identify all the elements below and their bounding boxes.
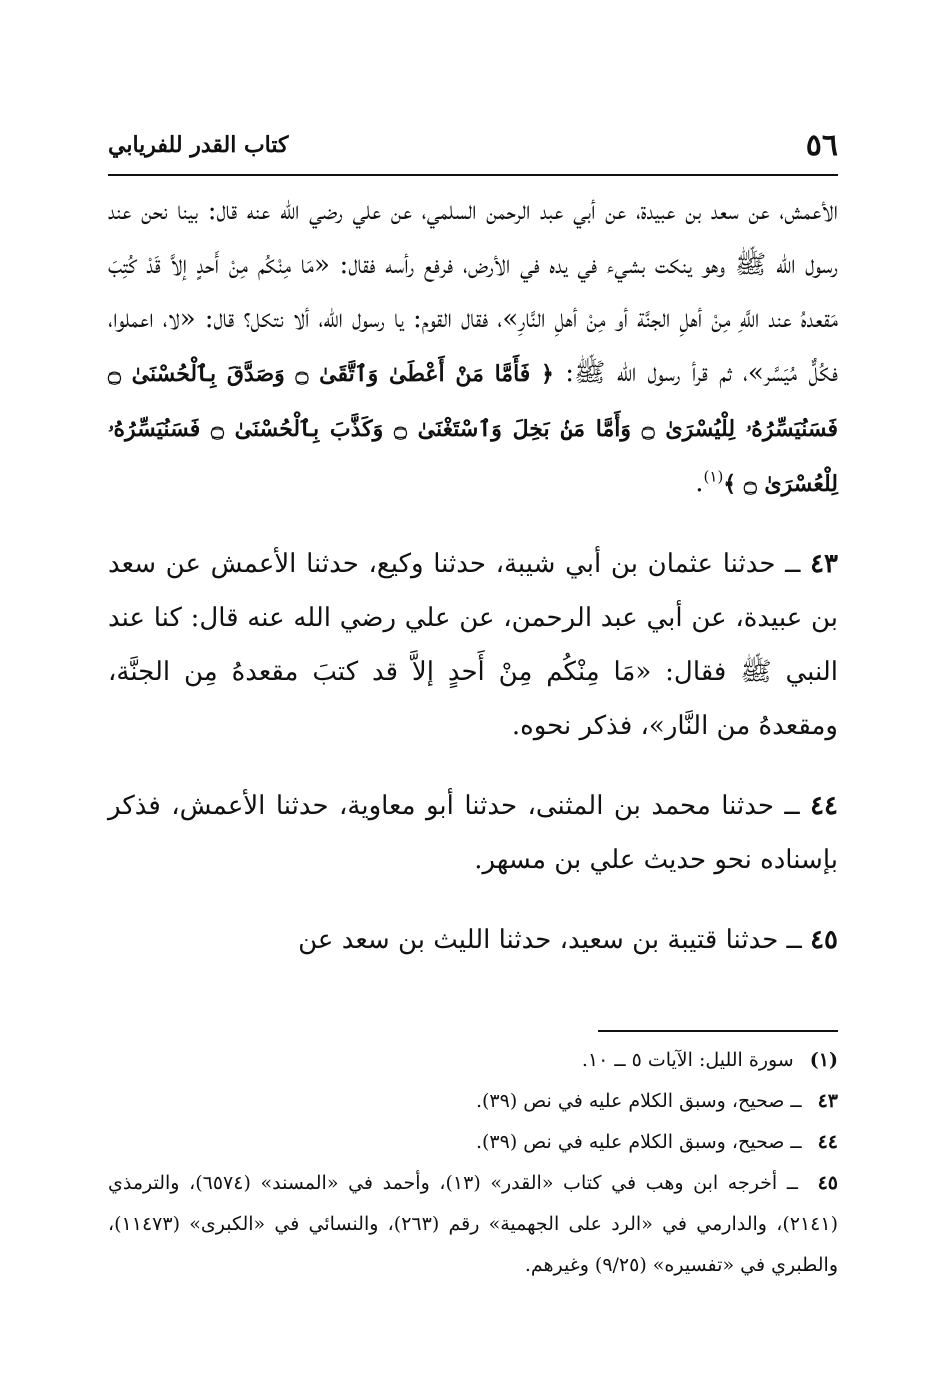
header-divider — [108, 174, 838, 176]
paragraph-text: ــ حدثنا محمد بن المثنى، حدثنا أبو معاوية، حدثنا الأعمش، فذكر بإسناده نحو حديث علي بن مسهر. — [108, 791, 838, 875]
footnote-label: ٤٥ — [817, 1172, 838, 1194]
quran-verses: ﴿ فَأَمَّا مَنْ أَعْطَىٰ وَٱتَّقَىٰ ۝ وَصَدَّقَ بِٱلْحُسْنَىٰ ۝ فَسَنُيَسِّرُهُۥ لِلْيُسْرَىٰ ۝ وَأَمَّا مَنۢ بَخِلَ وَٱسْتَغْنَىٰ ۝ وَكَذَّبَ بِٱلْحُسْنَىٰ ۝ فَسَنُيَسِّرُهُۥ لِلْعُسْرَىٰ ۝ ﴾ — [108, 361, 839, 497]
paragraph-hadith-42-continuation — [108, 184, 838, 511]
footnote-item — [108, 1081, 838, 1122]
footnote-label: (١) — [809, 1049, 838, 1071]
footnote-divider — [598, 1030, 838, 1032]
sentence-end: . — [695, 468, 704, 498]
paragraph-hadith-44 — [108, 779, 838, 887]
footnote-text: ــ صحيح، وسبق الكلام عليه في نص (٣٩). — [475, 1090, 802, 1112]
footnotes — [108, 1040, 838, 1286]
page-header — [108, 128, 838, 172]
footnote-label: ٤٤ — [817, 1131, 838, 1153]
footnote-item — [108, 1163, 838, 1286]
running-title: كتاب القدر للفريابي — [108, 132, 289, 158]
footnote-label: ٤٣ — [817, 1090, 838, 1112]
footnote-text: ــ أخرجه ابن وهب في كتاب «القدر» (١٣)، وأحمد في «المسند» (٦٥٧٤)، والترمذي (٢١٤١)، والدارمي في «الرد على الجهمية» رقم (٢٦٣)، والنسائي في «الكبرى» (١١٤٧٣)، والطبري في «تفسيره» (٩/٢٥) وغيرهم. — [108, 1172, 838, 1276]
footnote-text: سورة الليل: الآيات ٥ ــ ١٠. — [581, 1049, 794, 1071]
footnote-item — [108, 1040, 838, 1081]
footnote-text: ــ صحيح، وسبق الكلام عليه في نص (٣٩). — [475, 1131, 802, 1153]
hadith-number: ٤٥ — [810, 925, 838, 955]
paragraph-text: ــ حدثنا قتيبة بن سعيد، حدثنا الليث بن سعد عن — [298, 925, 802, 955]
footnote-reference: (١) — [703, 467, 724, 486]
main-text — [108, 184, 838, 993]
footnote-item — [108, 1122, 838, 1163]
hadith-number: ٤٣ — [810, 549, 838, 579]
paragraph-hadith-45 — [108, 913, 838, 967]
page-number: ٥٦ — [805, 128, 838, 163]
paragraph-text: ــ حدثنا عثمان بن أبي شيبة، حدثنا وكيع، حدثنا الأعمش عن سعد بن عبيدة، عن أبي عبد الرحمن، عن علي رضي الله عنه قال: كنا عند النبي ﷺ فقال: «مَا مِنْكُم مِنْ أَحدٍ إلاَّ قد كتبَ مقعدهُ مِن الجنَّة، ومقعدهُ من النَّار»، فذكر نحوه. — [108, 549, 838, 741]
paragraph-hadith-43 — [108, 537, 838, 753]
paragraph-text: الأعمش، عن سعد بن عبيدة، عن أبي عبد الرحمن السلمي، عن علي رضي الله عنه قال: بينا نحن عند رسول الله ﷺ وهو ينكت بشيء في يده في الأرض، فرفع رأسه فقال: «مَا مِنْكُم مِنْ أَحدٍ إلاَّ قَدْ كُتِبَ مَقعدهُ عند اللَّهِ مِنْ أهلِ الجنَّة أو مِنْ أهلِ النَّارِ»، فقال القوم: يا رسول الله، ألا نتكل؟ قال: «لا، اعملوا، فكُلٌّ مُيَسَّر»، ثم قرأ رسول الله ﷺ: — [108, 196, 839, 388]
hadith-number: ٤٤ — [810, 791, 838, 821]
